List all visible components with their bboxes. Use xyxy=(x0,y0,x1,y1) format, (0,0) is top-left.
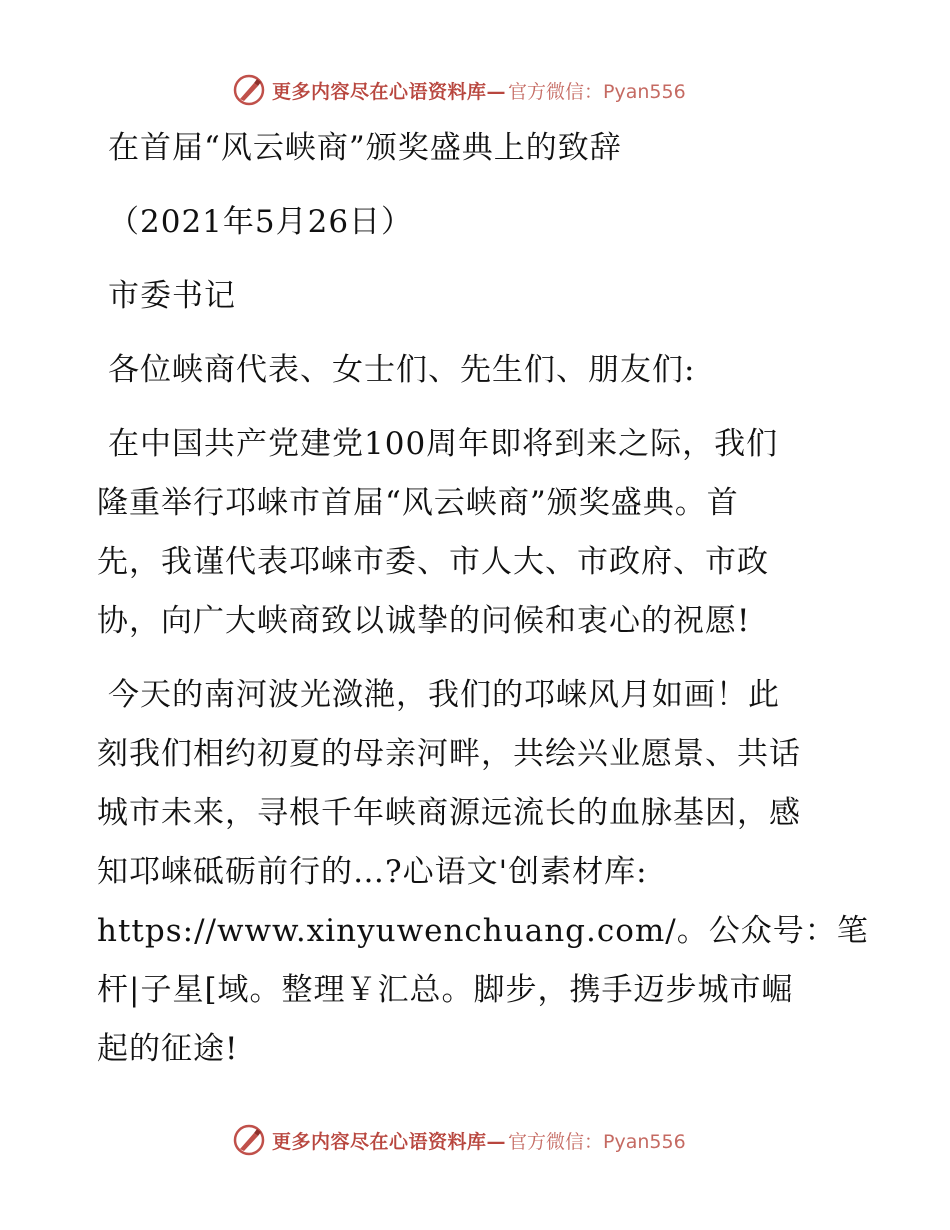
header-banner xyxy=(232,72,686,108)
document-salutation: 各位峡商代表、女士们、先生们、朋友们: xyxy=(108,352,696,388)
paragraph1-line: 先，我谨代表邛崃市委、市人大、市政府、市政 xyxy=(97,544,769,580)
banner-brand-text: 更多内容尽在心语资料库— xyxy=(272,1130,507,1153)
document-speaker: 市委书记 xyxy=(108,278,236,314)
pen-logo-icon xyxy=(232,1123,266,1157)
document-date: （2021年5月26日） xyxy=(108,204,414,240)
paragraph2-line: 起的征途! xyxy=(97,1031,239,1067)
paragraph1-line: 协，向广大峡商致以诚挚的问候和衷心的祝愿! xyxy=(97,603,751,639)
pen-logo-icon xyxy=(232,73,266,107)
paragraph2-line: 杆|子星[域。整理￥汇总。脚步，携手迈步城市崛 xyxy=(97,972,794,1008)
paragraph2-line: 今天的南河波光潋滟，我们的邛崃风月如画！此 xyxy=(108,677,780,713)
banner-wechat-text: 官方微信：Pyan556 xyxy=(508,1130,686,1153)
banner-wechat-text: 官方微信：Pyan556 xyxy=(508,80,686,103)
banner-brand-text: 更多内容尽在心语资料库— xyxy=(272,80,507,103)
paragraph2-line: 城市未来，寻根千年峡商源远流长的血脉基因，感 xyxy=(97,795,801,831)
paragraph2-line: 知邛崃砥砺前行的…?心语文'创素材库: xyxy=(97,854,648,890)
paragraph2-line: 刻我们相约初夏的母亲河畔，共绘兴业愿景、共话 xyxy=(97,736,801,772)
paragraph1-line: 隆重举行邛崃市首届“风云峡商”颁奖盛典。首 xyxy=(97,485,739,521)
paragraph2-line: https://www.xinyuwenchuang.com/。公众号：笔 xyxy=(97,913,869,949)
footer-banner xyxy=(232,1122,686,1158)
document-title: 在首届“风云峡商”颁奖盛典上的致辞 xyxy=(108,130,622,166)
paragraph1-line: 在中国共产党建党100周年即将到来之际，我们 xyxy=(108,426,779,462)
